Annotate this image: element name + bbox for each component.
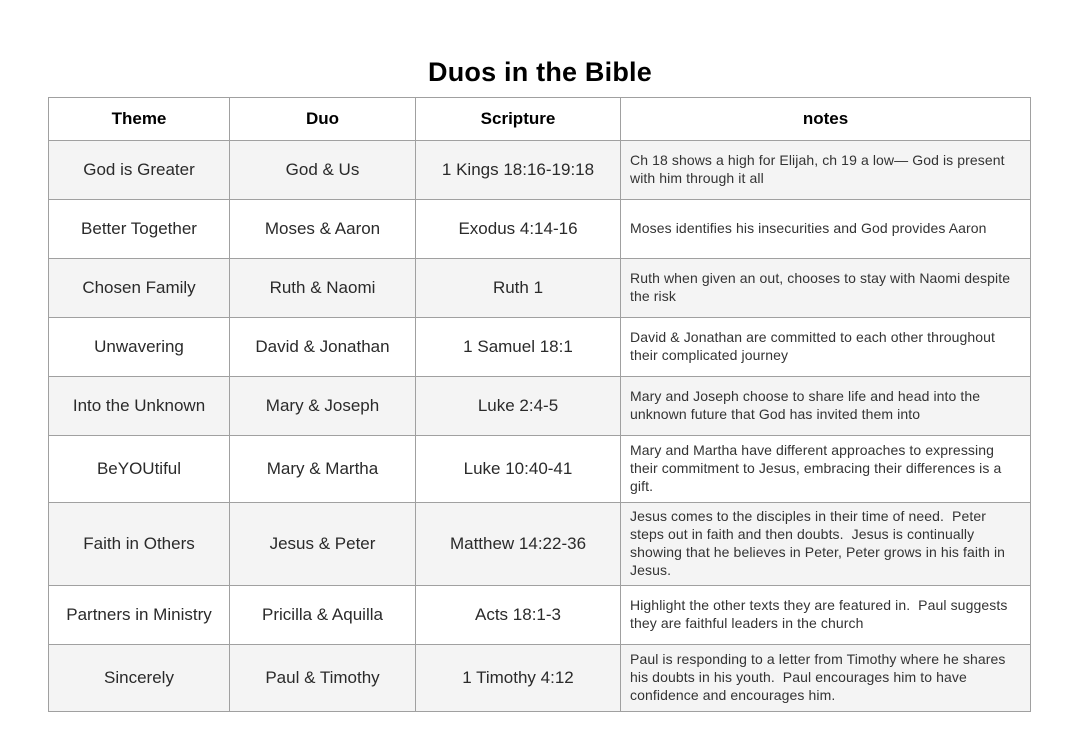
cell-notes: Jesus comes to the disciples in their time of need. Peter steps out in faith and then doubts. Jesus is continually showing that he believes in Peter, Peter grows in his faith in Jesus. [621,503,1031,586]
cell-theme: Faith in Others [49,503,230,586]
cell-duo: Ruth & Naomi [230,259,416,318]
cell-scripture: 1 Kings 18:16-19:18 [416,141,621,200]
cell-theme: BeYOUtiful [49,436,230,503]
cell-duo: Mary & Joseph [230,377,416,436]
cell-notes: Ruth when given an out, chooses to stay with Naomi despite the risk [621,259,1031,318]
cell-theme: Unwavering [49,318,230,377]
cell-notes: Paul is responding to a letter from Timothy where he shares his doubts in his youth. Paul encourages him to have confidence and encourages him. [621,644,1031,711]
cell-scripture: Matthew 14:22-36 [416,503,621,586]
cell-scripture: Luke 2:4-5 [416,377,621,436]
cell-scripture: 1 Timothy 4:12 [416,644,621,711]
cell-notes: Highlight the other texts they are featured in. Paul suggests they are faithful leaders in the church [621,585,1031,644]
cell-theme: Sincerely [49,644,230,711]
cell-theme: Chosen Family [49,259,230,318]
column-header-theme: Theme [49,98,230,141]
table-row [49,585,1031,644]
cell-theme: Better Together [49,200,230,259]
cell-notes: David & Jonathan are committed to each other throughout their complicated journey [621,318,1031,377]
table-row [49,377,1031,436]
cell-theme: God is Greater [49,141,230,200]
cell-theme: Partners in Ministry [49,585,230,644]
cell-duo: Jesus & Peter [230,503,416,586]
table-row [49,318,1031,377]
table-row [49,436,1031,503]
column-header-scripture: Scripture [416,98,621,141]
cell-notes: Mary and Joseph choose to share life and head into the unknown future that God has invited them into [621,377,1031,436]
cell-scripture: 1 Samuel 18:1 [416,318,621,377]
cell-notes: Moses identifies his insecurities and God provides Aaron [621,200,1031,259]
cell-duo: Pricilla & Aquilla [230,585,416,644]
duos-table [48,97,1031,712]
cell-duo: Mary & Martha [230,436,416,503]
table-row [49,259,1031,318]
cell-scripture: Ruth 1 [416,259,621,318]
cell-duo: David & Jonathan [230,318,416,377]
cell-notes: Ch 18 shows a high for Elijah, ch 19 a low— God is present with him through it all [621,141,1031,200]
cell-scripture: Acts 18:1-3 [416,585,621,644]
cell-scripture: Luke 10:40-41 [416,436,621,503]
page-title: Duos in the Bible [428,57,652,87]
cell-scripture: Exodus 4:14-16 [416,200,621,259]
column-header-notes: notes [621,98,1031,141]
cell-duo: Moses & Aaron [230,200,416,259]
table-row [49,200,1031,259]
table-row [49,141,1031,200]
column-header-duo: Duo [230,98,416,141]
table-row [49,644,1031,711]
table-row [49,503,1031,586]
cell-notes: Mary and Martha have different approaches to expressing their commitment to Jesus, embracing their differences is a gift. [621,436,1031,503]
cell-duo: God & Us [230,141,416,200]
cell-duo: Paul & Timothy [230,644,416,711]
cell-theme: Into the Unknown [49,377,230,436]
table-header-row [49,98,1031,141]
